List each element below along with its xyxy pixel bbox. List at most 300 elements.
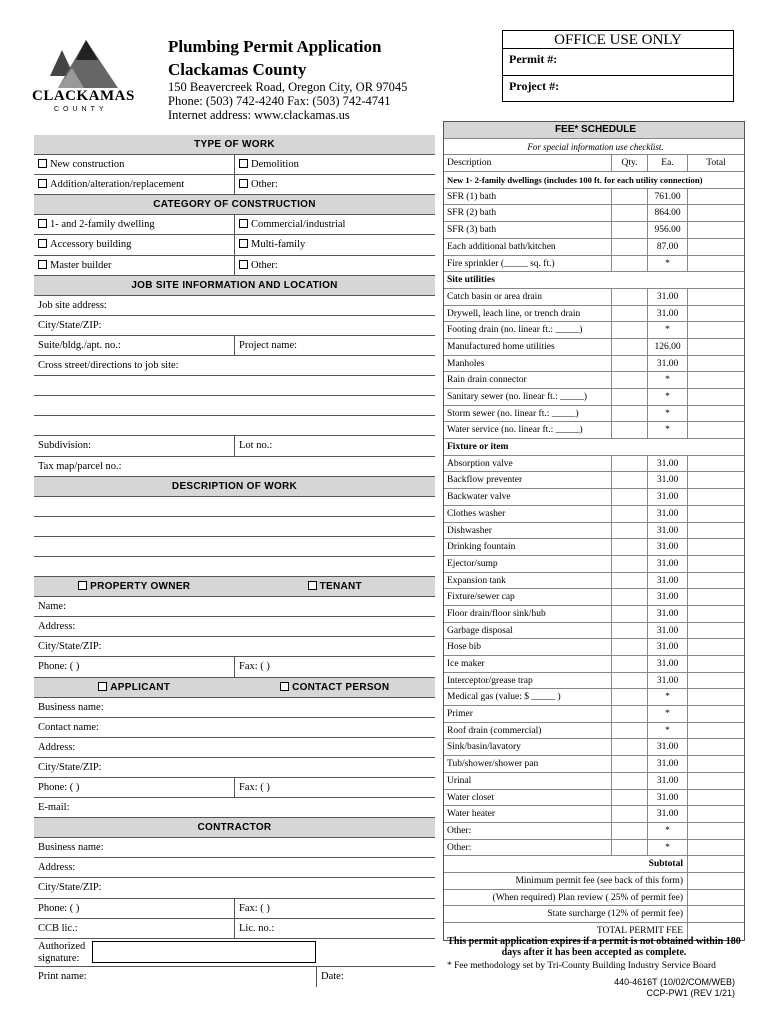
fee-item-description: Expansion tank xyxy=(447,575,506,586)
fee-item-description: Primer xyxy=(447,709,473,720)
tenant-option[interactable] xyxy=(235,577,436,596)
option-label: Accessory building xyxy=(50,239,132,251)
subtotal-label: Subtotal xyxy=(648,859,683,870)
accessory-option[interactable] xyxy=(34,235,234,254)
fee-item-description: Ejector/sump xyxy=(447,558,498,569)
fee-item-total[interactable] xyxy=(687,739,744,755)
cross-street-line[interactable] xyxy=(34,416,435,436)
fee-item-each: 126.00 xyxy=(647,339,687,355)
fee-item-each: * xyxy=(647,406,687,422)
fee-item-total[interactable] xyxy=(687,706,744,722)
checkbox[interactable] xyxy=(239,179,248,188)
fee-item-total[interactable] xyxy=(687,539,744,555)
fee-row xyxy=(444,239,744,256)
fee-row xyxy=(444,523,744,540)
minimum-fee-value[interactable] xyxy=(687,873,744,889)
fee-row xyxy=(444,639,744,656)
fee-item-total[interactable] xyxy=(687,189,744,205)
tax-map-field[interactable] xyxy=(34,457,435,477)
contractor-address-field[interactable] xyxy=(34,858,435,878)
checkbox[interactable] xyxy=(239,219,248,228)
fee-item-total[interactable] xyxy=(687,639,744,655)
owner-city-field[interactable] xyxy=(34,637,435,657)
fee-item-each: 31.00 xyxy=(647,556,687,572)
other-category-option[interactable] xyxy=(234,256,435,275)
fee-rows-fixtures xyxy=(444,456,744,857)
fee-item-each: 31.00 xyxy=(647,756,687,772)
fee-item-total[interactable] xyxy=(687,472,744,488)
fee-item-description: Tub/shower/shower pan xyxy=(447,759,539,770)
fee-item-each: 956.00 xyxy=(647,222,687,238)
description-line[interactable] xyxy=(34,537,435,557)
addition-option[interactable] xyxy=(34,175,234,194)
checkbox[interactable] xyxy=(308,581,317,590)
fee-row xyxy=(444,706,744,723)
owner-fax-field[interactable]: Fax: ( ) xyxy=(234,657,435,676)
surcharge-label: State surcharge (12% of permit fee) xyxy=(547,909,683,920)
field-label: Name: xyxy=(38,601,66,613)
section-title: CATEGORY OF CONSTRUCTION xyxy=(153,199,316,211)
field-label: Address: xyxy=(38,741,76,753)
fee-item-qty[interactable] xyxy=(611,723,647,739)
surcharge-value[interactable] xyxy=(687,906,744,922)
fee-item-total[interactable] xyxy=(687,589,744,605)
contractor-phone-field[interactable]: Phone: ( ) xyxy=(38,902,80,914)
fee-item-description: Ice maker xyxy=(447,659,485,669)
fee-item-qty[interactable] xyxy=(611,739,647,755)
fee-row xyxy=(444,205,744,222)
section-title: TYPE OF WORK xyxy=(194,139,275,150)
fee-item-description: SFR (2) bath xyxy=(447,208,497,219)
fee-item-each: 31.00 xyxy=(647,606,687,622)
fee-item-total[interactable] xyxy=(687,222,744,238)
fee-row xyxy=(444,356,744,373)
fee-item-qty[interactable] xyxy=(611,823,647,839)
fee-item-qty[interactable] xyxy=(611,322,647,338)
fee-item-description: Interceptor/grease trap xyxy=(447,675,533,686)
fee-item-each: 31.00 xyxy=(647,656,687,672)
fee-item-total[interactable] xyxy=(687,773,744,789)
checkbox[interactable] xyxy=(98,682,107,691)
col-qty: Qty. xyxy=(611,155,647,171)
contact-info xyxy=(168,80,407,122)
fee-row xyxy=(444,256,744,273)
checkbox[interactable] xyxy=(78,581,87,590)
fee-item-total[interactable] xyxy=(687,389,744,405)
cross-street-line[interactable] xyxy=(34,396,435,416)
commercial-option[interactable] xyxy=(234,215,435,234)
fee-item-description: Water heater xyxy=(447,809,496,820)
fee-row xyxy=(444,573,744,590)
checkbox[interactable] xyxy=(280,682,289,691)
fee-item-description: Clothes washer xyxy=(447,508,506,519)
checkbox[interactable] xyxy=(239,260,248,269)
fee-item-qty[interactable] xyxy=(611,239,647,255)
fee-item-qty[interactable] xyxy=(611,472,647,488)
fee-item-qty[interactable] xyxy=(611,456,647,472)
print-name-field[interactable]: Print name: xyxy=(38,970,87,982)
fee-item-total[interactable] xyxy=(687,840,744,856)
phone-line: Phone: (503) 742-4240 Fax: (503) 742-4741 xyxy=(168,94,391,108)
new-construction-option[interactable] xyxy=(34,155,234,174)
fee-item-each: 31.00 xyxy=(647,306,687,322)
description-line[interactable] xyxy=(34,517,435,537)
applicant-phone-field[interactable]: Phone: ( ) xyxy=(38,782,80,793)
form-row xyxy=(34,336,435,356)
option-label: PROPERTY OWNER xyxy=(90,581,191,593)
field-label: Address: xyxy=(38,621,76,633)
fee-item-description: Other: xyxy=(447,825,472,836)
form-title: Plumbing Permit Application xyxy=(168,37,382,56)
fee-row xyxy=(444,673,744,690)
cross-street-line[interactable] xyxy=(34,376,435,396)
contractor-business-field[interactable] xyxy=(34,838,435,858)
fee-item-description: Drywell, leach line, or trench drain xyxy=(447,308,581,319)
checkbox[interactable] xyxy=(239,159,248,168)
project-number-field[interactable]: Project #: xyxy=(503,75,733,101)
fee-item-total[interactable] xyxy=(687,205,744,221)
fee-item-each: 31.00 xyxy=(647,639,687,655)
fee-item-total[interactable] xyxy=(687,656,744,672)
section-type-of-work xyxy=(34,135,435,155)
fee-item-each: 31.00 xyxy=(647,673,687,689)
fee-row xyxy=(444,840,744,857)
fee-item-description: Water service (no. linear ft.: _____) xyxy=(447,425,583,436)
fee-item-qty[interactable] xyxy=(611,556,647,572)
fee-item-each: * xyxy=(647,689,687,705)
fee-item-description: Garbage disposal xyxy=(447,625,513,636)
applicant-section xyxy=(34,135,435,987)
fee-item-total[interactable] xyxy=(687,322,744,338)
fee-item-qty[interactable] xyxy=(611,589,647,605)
fee-item-description: Catch basin or area drain xyxy=(447,291,542,302)
fee-item-qty[interactable] xyxy=(611,389,647,405)
job-city-field[interactable] xyxy=(34,316,435,336)
applicant-city-field[interactable] xyxy=(34,758,435,778)
form-row xyxy=(34,155,435,175)
fee-rows-site-utilities xyxy=(444,289,744,439)
fee-item-total[interactable] xyxy=(687,256,744,272)
applicant-email-field[interactable] xyxy=(34,798,435,818)
fee-item-each: 31.00 xyxy=(647,806,687,822)
field-label: City/State/ZIP: xyxy=(38,319,102,331)
fee-item-each: * xyxy=(647,372,687,388)
fee-item-total[interactable] xyxy=(687,689,744,705)
fee-item-description: Drinking fountain xyxy=(447,542,516,553)
fee-item-total[interactable] xyxy=(687,456,744,472)
plan-review-label: (When required) Plan review ( 25% of permit fee) xyxy=(492,892,683,903)
fee-row xyxy=(444,539,744,556)
fee-item-description: Each additional bath/kitchen xyxy=(447,241,556,252)
fee-item-each: 864.00 xyxy=(647,205,687,221)
fee-item-total[interactable] xyxy=(687,339,744,355)
fee-item-each: 31.00 xyxy=(647,456,687,472)
fee-item-qty[interactable] xyxy=(611,573,647,589)
fee-item-description: Sink/basin/lavatory xyxy=(447,742,521,753)
section-description xyxy=(34,477,435,497)
fee-item-total[interactable] xyxy=(687,756,744,772)
master-builder-option[interactable] xyxy=(34,256,234,275)
fee-item-description: Water closet xyxy=(447,792,494,803)
internet-line: Internet address: www.clackamas.us xyxy=(168,108,350,122)
fee-item-qty[interactable] xyxy=(611,523,647,539)
fee-item-each: * xyxy=(647,723,687,739)
section-job-site xyxy=(34,276,435,296)
checkbox[interactable] xyxy=(38,159,47,168)
fee-item-each: 31.00 xyxy=(647,623,687,639)
property-owner-option[interactable] xyxy=(34,577,235,596)
fee-group-fixture xyxy=(444,439,744,456)
expiration-note: This permit application expires if a permit is not obtained within 180 days after it has been accepted as complete. xyxy=(447,936,741,958)
fee-item-qty[interactable] xyxy=(611,289,647,305)
fee-item-description: Footing drain (no. linear ft.: _____) xyxy=(447,325,583,336)
fee-item-total[interactable] xyxy=(687,556,744,572)
subtotal-value[interactable] xyxy=(687,856,744,872)
fee-item-each: * xyxy=(647,706,687,722)
multi-family-option[interactable] xyxy=(234,235,435,254)
fee-item-total[interactable] xyxy=(687,723,744,739)
applicant-option[interactable] xyxy=(34,678,235,697)
dwelling-option[interactable] xyxy=(34,215,234,234)
section-owner-tenant xyxy=(34,577,435,597)
section-applicant xyxy=(34,678,435,698)
fee-row xyxy=(444,389,744,406)
fee-item-qty[interactable] xyxy=(611,706,647,722)
fee-item-qty[interactable] xyxy=(611,356,647,372)
fee-item-description: Manufactured home utilities xyxy=(447,341,555,352)
fee-item-each: * xyxy=(647,422,687,438)
fee-schedule-title xyxy=(444,122,744,139)
subtotal-row xyxy=(444,856,744,873)
plan-review-value[interactable] xyxy=(687,890,744,906)
fee-item-each: * xyxy=(647,389,687,405)
office-use-box xyxy=(502,30,734,102)
option-label: Other: xyxy=(251,259,278,271)
fee-row xyxy=(444,556,744,573)
applicant-address-field[interactable] xyxy=(34,738,435,758)
fee-item-qty[interactable] xyxy=(611,339,647,355)
project-name-field[interactable]: Project name: xyxy=(234,336,435,355)
fee-item-qty[interactable] xyxy=(611,306,647,322)
checkbox[interactable] xyxy=(239,239,248,248)
fee-row xyxy=(444,790,744,807)
demolition-option[interactable] xyxy=(234,155,435,174)
permit-number-field[interactable]: Permit #: xyxy=(509,52,558,66)
fee-row xyxy=(444,489,744,506)
form-row xyxy=(34,899,435,919)
address-line: 150 Beavercreek Road, Oregon City, OR 97045 xyxy=(168,80,408,94)
fee-item-qty[interactable] xyxy=(611,372,647,388)
form-row xyxy=(34,175,435,195)
lic-no-field[interactable]: Lic. no.: xyxy=(234,919,435,938)
fee-item-each: 31.00 xyxy=(647,539,687,555)
fee-item-qty[interactable] xyxy=(611,506,647,522)
ccb-lic-field[interactable]: CCB lic.: xyxy=(38,922,78,934)
option-label: APPLICANT xyxy=(110,681,171,693)
fee-item-each: * xyxy=(647,322,687,338)
fee-item-qty[interactable] xyxy=(611,205,647,221)
other-work-option[interactable] xyxy=(234,175,435,194)
fee-item-description: Dishwasher xyxy=(447,525,492,536)
fee-row xyxy=(444,606,744,623)
fee-item-total[interactable] xyxy=(687,289,744,305)
subdivision-field[interactable]: Subdivision: xyxy=(38,440,92,452)
fee-item-total[interactable] xyxy=(687,506,744,522)
section-category xyxy=(34,195,435,215)
section-title: DESCRIPTION OF WORK xyxy=(171,480,298,492)
fee-item-each: 31.00 xyxy=(647,289,687,305)
clackamas-logo xyxy=(28,38,146,123)
fee-item-total[interactable] xyxy=(687,623,744,639)
fee-item-total[interactable] xyxy=(687,306,744,322)
fee-item-total[interactable] xyxy=(687,406,744,422)
fee-item-total[interactable] xyxy=(687,422,744,438)
fee-item-qty[interactable] xyxy=(611,222,647,238)
field-label: Contact name: xyxy=(38,721,99,733)
fee-item-each: 31.00 xyxy=(647,523,687,539)
date-field[interactable]: Date: xyxy=(316,967,344,987)
fee-item-qty[interactable] xyxy=(611,539,647,555)
fee-item-total[interactable] xyxy=(687,372,744,388)
fee-item-qty[interactable] xyxy=(611,673,647,689)
fee-item-description: Fixture/sewer cap xyxy=(447,592,515,603)
logo-sub: COUNTY xyxy=(54,106,108,113)
fee-item-each: 31.00 xyxy=(647,506,687,522)
owner-address-field[interactable] xyxy=(34,617,435,637)
option-label: CONTACT PERSON xyxy=(292,681,390,693)
field-label: Tax map/parcel no.: xyxy=(38,460,122,472)
fee-item-total[interactable] xyxy=(687,606,744,622)
fee-item-qty[interactable] xyxy=(611,189,647,205)
fee-group-new-dwellings xyxy=(444,172,744,189)
fee-item-qty[interactable] xyxy=(611,840,647,856)
fee-item-total[interactable] xyxy=(687,823,744,839)
form-row xyxy=(34,256,435,276)
form-row xyxy=(34,919,435,939)
signature-label: Authorized signature: xyxy=(38,940,86,964)
fee-item-description: Sanitary sewer (no. linear ft.: _____) xyxy=(447,392,588,402)
field-label: City/State/ZIP: xyxy=(38,641,102,653)
contractor-city-field[interactable] xyxy=(34,878,435,898)
option-label: New construction xyxy=(50,159,125,171)
cross-street-field[interactable] xyxy=(34,356,435,376)
fee-item-each: 31.00 xyxy=(647,589,687,605)
fee-item-qty[interactable] xyxy=(611,406,647,422)
fee-item-description: Other: xyxy=(447,842,472,853)
option-label: Demolition xyxy=(251,159,299,171)
fee-item-total[interactable] xyxy=(687,356,744,372)
fee-item-qty[interactable] xyxy=(611,756,647,772)
fee-item-qty[interactable] xyxy=(611,790,647,806)
form-number xyxy=(600,977,735,999)
field-label: Job site address: xyxy=(38,299,107,311)
checkbox[interactable] xyxy=(38,239,47,248)
job-site-address-field[interactable] xyxy=(34,296,435,316)
contractor-fax-field[interactable]: Fax: ( ) xyxy=(234,899,435,918)
fee-item-each: 87.00 xyxy=(647,239,687,255)
fee-row xyxy=(444,422,744,439)
fee-item-description: Storm sewer (no. linear ft.: _____) xyxy=(447,408,579,419)
fee-column-headers xyxy=(444,155,744,172)
print-row xyxy=(34,967,435,987)
fee-item-qty[interactable] xyxy=(611,489,647,505)
suite-field[interactable]: Suite/bldg./apt. no.: xyxy=(38,339,121,351)
fee-item-qty[interactable] xyxy=(611,806,647,822)
signature-field[interactable] xyxy=(92,941,316,963)
field-label: City/State/ZIP: xyxy=(38,761,102,773)
fee-item-total[interactable] xyxy=(687,523,744,539)
fee-row xyxy=(444,823,744,840)
contact-person-option[interactable] xyxy=(235,678,436,697)
fee-item-total[interactable] xyxy=(687,806,744,822)
col-description: Description xyxy=(447,158,492,169)
fee-row xyxy=(444,372,744,389)
logo-name: CLACKAMAS xyxy=(32,88,135,104)
fee-item-qty[interactable] xyxy=(611,422,647,438)
fee-row xyxy=(444,756,744,773)
fee-item-qty[interactable] xyxy=(611,639,647,655)
fee-row xyxy=(444,306,744,323)
applicant-fax-field[interactable]: Fax: ( ) xyxy=(234,778,435,797)
fee-item-total[interactable] xyxy=(687,573,744,589)
fee-item-qty[interactable] xyxy=(611,606,647,622)
applicant-business-field[interactable] xyxy=(34,698,435,718)
fee-item-qty[interactable] xyxy=(611,256,647,272)
fee-item-qty[interactable] xyxy=(611,773,647,789)
fee-item-description: Backwater valve xyxy=(447,492,511,503)
owner-phone-field[interactable]: Phone: ( ) xyxy=(38,661,80,673)
checkbox[interactable] xyxy=(38,179,47,188)
fee-item-qty[interactable] xyxy=(611,689,647,705)
description-line[interactable] xyxy=(34,497,435,517)
group-title: New 1- 2-family dwellings (includes 100 ft. for each utility connection) xyxy=(447,175,703,186)
field-label: Business name: xyxy=(38,701,104,713)
checkbox[interactable] xyxy=(38,260,47,269)
fee-row xyxy=(444,189,744,206)
option-label: Master builder xyxy=(50,259,112,271)
fee-methodology-note: * Fee methodology set by Tri-County Building Industry Service Board xyxy=(447,961,716,971)
fee-item-total[interactable] xyxy=(687,790,744,806)
description-line[interactable] xyxy=(34,557,435,577)
fee-row xyxy=(444,322,744,339)
checkbox[interactable] xyxy=(38,219,47,228)
logo-triangle-icon xyxy=(28,38,146,90)
field-label: Cross street/directions to job site: xyxy=(38,360,179,372)
lot-no-field[interactable]: Lot no.: xyxy=(234,436,435,455)
option-label: Addition/alteration/replacement xyxy=(50,179,185,191)
applicant-contact-field[interactable] xyxy=(34,718,435,738)
fee-item-each: 31.00 xyxy=(647,489,687,505)
fee-item-total[interactable] xyxy=(687,673,744,689)
fee-item-qty[interactable] xyxy=(611,623,647,639)
fee-schedule xyxy=(443,121,745,941)
minimum-fee-label: Minimum permit fee (see back of this form) xyxy=(515,875,683,886)
section-title: JOB SITE INFORMATION AND LOCATION xyxy=(131,279,338,291)
fee-item-total[interactable] xyxy=(687,489,744,505)
fee-row xyxy=(444,506,744,523)
group-title: Site utilities xyxy=(447,275,495,286)
fee-group-site-utilities xyxy=(444,272,744,289)
fee-item-each: 31.00 xyxy=(647,739,687,755)
owner-name-field[interactable] xyxy=(34,597,435,617)
option-label: TENANT xyxy=(319,581,362,593)
fee-item-total[interactable] xyxy=(687,239,744,255)
fee-item-each: * xyxy=(647,840,687,856)
fee-item-qty[interactable] xyxy=(611,656,647,672)
fee-row xyxy=(444,773,744,790)
option-label: Other: xyxy=(251,179,278,191)
form-row xyxy=(34,235,435,255)
